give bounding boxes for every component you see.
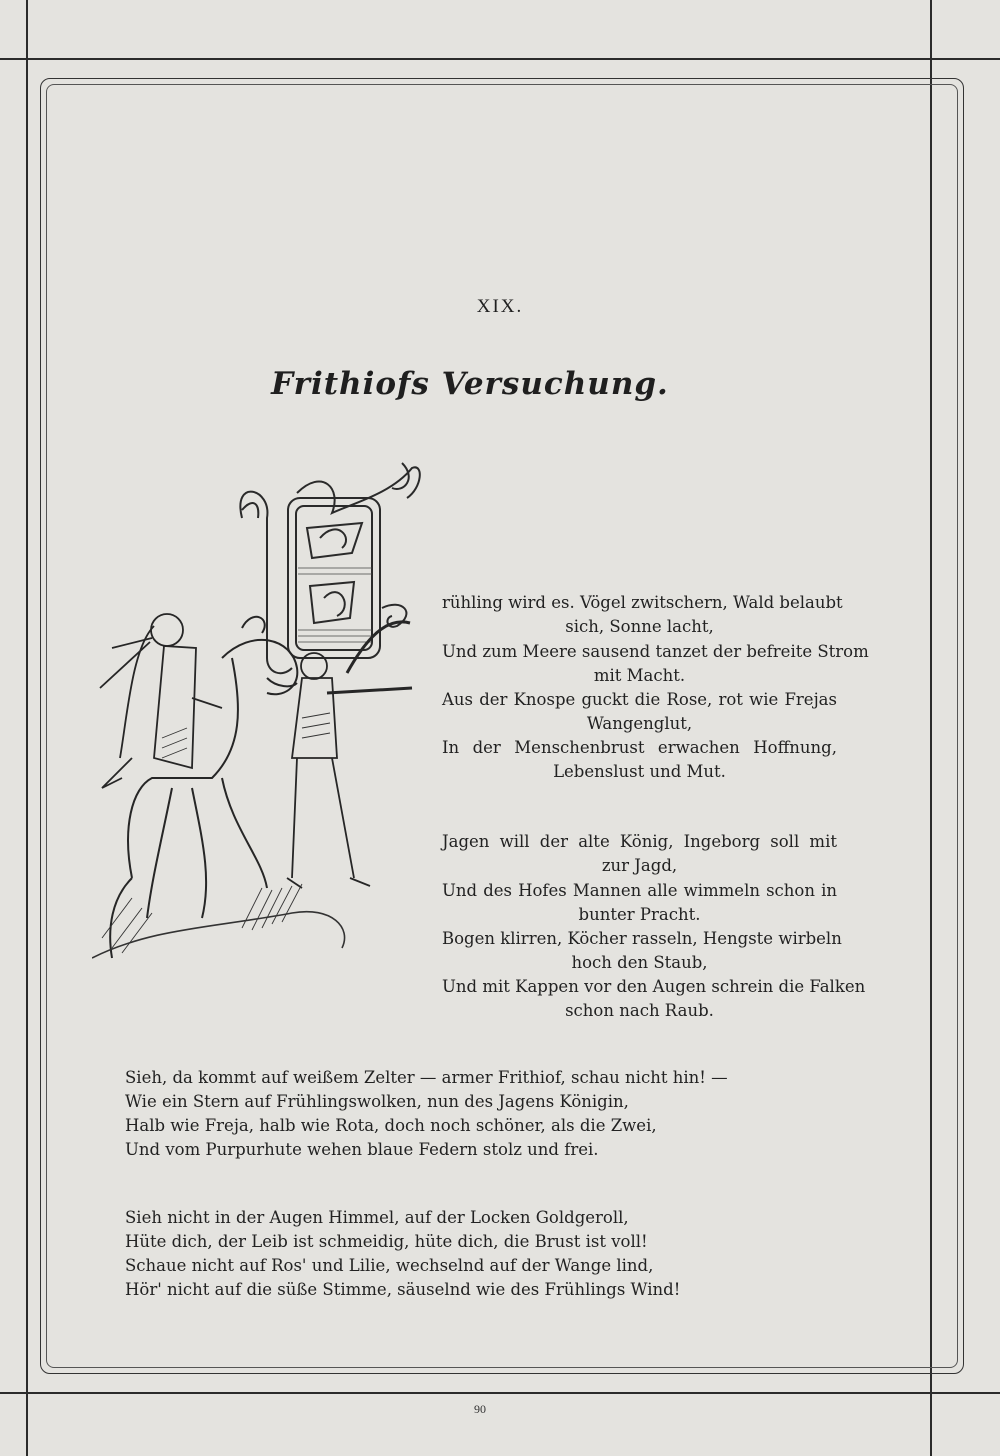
verse-line: Bogen klirren, Köcher rasseln, Hengste wirbeln [442,929,842,948]
verse-line: Sieh nicht in der Augen Himmel, auf der Locken Goldgeroll, [125,1208,629,1227]
verse-line: Und zum Meere sausend tanzet der befreite Strom [442,642,869,661]
verse-line: Jagen will der alte König, Ingeborg soll mit [442,832,837,851]
verse-line: rühling wird es. Vögel zwitschern, Wald belaubt [442,593,843,612]
verse-line: Und mit Kappen vor den Augen schrein die Falken [442,977,866,996]
verse-line: Wie ein Stern auf Frühlingswolken, nun des Jagens Königin, [125,1092,629,1111]
verse-line: Schaue nicht auf Ros' und Lilie, wechselnd auf der Wange lind, [125,1256,654,1275]
verse-line-cont: schon nach Raub. [565,1001,714,1020]
verse-line: Und vom Purpurhute wehen blaue Federn stolz und frei. [125,1140,599,1159]
chapter-number: XIX. [476,296,524,317]
verse-line-cont: Lebenslust und Mut. [553,762,726,781]
verse-line-cont: Wangenglut, [586,714,693,733]
page-title: Frithiofs Versuchung. [271,366,669,402]
verse-line: Hüte dich, der Leib ist schmeidig, hüte dich, die Brust ist voll! [125,1232,648,1251]
verse-line-cont: mit Macht. [593,666,686,685]
top-rule [0,58,1000,60]
verse-line: Hör' nicht auf die süße Stimme, säuselnd wie des Frühlings Wind! [125,1280,681,1299]
verse-line: Sieh, da kommt auf weißem Zelter — armer Frithiof, schau nicht hin! — [125,1068,728,1087]
illustration-engraving [92,458,437,986]
verse-line: In der Menschenbrust erwachen Hoffnung, [442,738,837,757]
verse-line-cont: hoch den Staub, [571,953,708,972]
verse-line: Und des Hofes Mannen alle wimmeln schon in [442,881,837,900]
verse-line: Halb wie Freja, halb wie Rota, doch noch schöner, als die Zwei, [125,1116,657,1135]
page-number: 90 [474,1402,486,1416]
bottom-rule [0,1392,1000,1394]
left-rule [26,0,28,1456]
verse-line: Aus der Knospe guckt die Rose, rot wie Frejas [442,690,837,709]
verse-line-cont: zur Jagd, [601,856,678,875]
verse-line-cont: sich, Sonne lacht, [565,617,714,636]
verse-line-cont: bunter Pracht. [578,905,701,924]
